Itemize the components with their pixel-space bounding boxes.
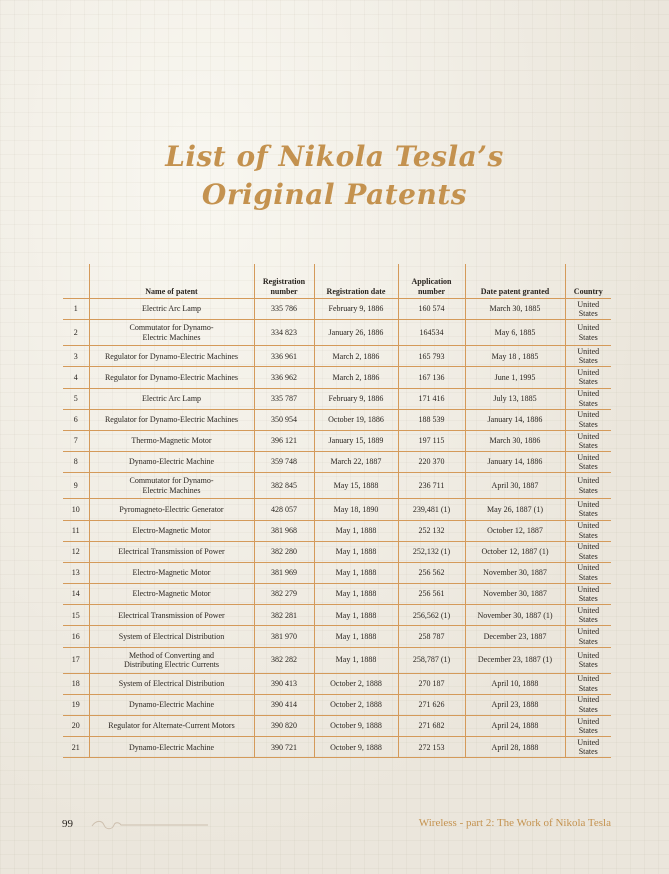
cell-registration-number: 382 282	[254, 647, 314, 673]
country-line: States	[578, 441, 598, 451]
cell-country	[565, 367, 611, 388]
cell-country	[565, 694, 611, 715]
country-line: United	[577, 431, 600, 441]
header-name: Name of patent	[89, 264, 254, 299]
cell-patent-name	[89, 499, 254, 520]
country-line: States	[578, 594, 598, 604]
country-line: States	[578, 485, 598, 495]
cell-patent-name	[89, 388, 254, 409]
cell-patent-name	[89, 716, 254, 737]
table-row	[63, 584, 611, 605]
cell-country	[565, 520, 611, 541]
country-line: States	[578, 636, 598, 646]
country-line: States	[578, 704, 598, 714]
cell-registration-number: 382 845	[254, 473, 314, 499]
cell-number: 4	[63, 367, 89, 388]
cell-country	[565, 409, 611, 430]
patent-name-line: Dynamo-Electric Machine	[128, 457, 215, 467]
cell-registration-date: October 9, 1888	[314, 737, 398, 758]
cell-number: 19	[63, 694, 89, 715]
table-row	[63, 299, 611, 320]
cell-registration-number: 334 823	[254, 320, 314, 346]
cell-registration-number: 350 954	[254, 409, 314, 430]
country-line: United	[577, 584, 600, 594]
cell-date-granted: October 12, 1887	[465, 520, 565, 541]
country-line: United	[577, 323, 600, 333]
cell-date-granted: March 30, 1885	[465, 299, 565, 320]
table-row	[63, 320, 611, 346]
country-line: United	[577, 389, 600, 399]
cell-date-granted: April 30, 1887	[465, 473, 565, 499]
cell-date-granted: November 30, 1887	[465, 584, 565, 605]
country-line: United	[577, 716, 600, 726]
cell-date-granted: May 18 , 1885	[465, 346, 565, 367]
patent-name-line: Regulator for Alternate-Current Motors	[108, 721, 235, 731]
cell-country	[565, 473, 611, 499]
header-registration-number-line-2: number	[270, 286, 298, 296]
cell-country	[565, 584, 611, 605]
patent-name-line: Commutator for Dynamo-	[129, 476, 214, 486]
country-line: United	[577, 452, 600, 462]
country-line: States	[578, 419, 598, 429]
cell-registration-number: 336 961	[254, 346, 314, 367]
country-line: United	[577, 627, 600, 637]
country-line: States	[578, 356, 598, 366]
country-line: States	[578, 377, 598, 387]
header-date-granted: Date patent granted	[465, 264, 565, 299]
cell-patent-name	[89, 320, 254, 346]
cell-country	[565, 541, 611, 562]
header-application-number-line-1: Application	[411, 277, 452, 286]
cell-registration-date: October 2, 1888	[314, 694, 398, 715]
table-row	[63, 626, 611, 647]
cell-patent-name	[89, 520, 254, 541]
patent-name-line: System of Electrical Distribution	[118, 631, 225, 641]
cell-date-granted: April 28, 1888	[465, 737, 565, 758]
cell-country	[565, 605, 611, 626]
page-title	[0, 138, 669, 214]
cell-number: 1	[63, 299, 89, 320]
cell-date-granted: June 1, 1995	[465, 367, 565, 388]
header-country: Country	[565, 264, 611, 299]
cell-number: 8	[63, 452, 89, 473]
table-row	[63, 367, 611, 388]
country-line: States	[578, 683, 598, 693]
cell-registration-number: 390 721	[254, 737, 314, 758]
country-line: States	[578, 726, 598, 736]
cell-registration-date: May 1, 1888	[314, 541, 398, 562]
table-row	[63, 499, 611, 520]
table-row	[63, 694, 611, 715]
cell-country	[565, 737, 611, 758]
cell-date-granted: May 6, 1885	[465, 320, 565, 346]
cell-application-number: 167 136	[398, 367, 465, 388]
cell-registration-date: May 1, 1888	[314, 605, 398, 626]
cell-country	[565, 430, 611, 451]
cell-registration-date: May 1, 1888	[314, 647, 398, 673]
cell-country	[565, 647, 611, 673]
cell-number: 3	[63, 346, 89, 367]
cell-registration-number: 382 281	[254, 605, 314, 626]
cell-registration-date: May 15, 1888	[314, 473, 398, 499]
cell-number: 10	[63, 499, 89, 520]
patents-table	[63, 264, 611, 758]
header-registration-number-line-1: Registration	[262, 277, 306, 286]
country-line: States	[578, 615, 598, 625]
cell-registration-number: 359 748	[254, 452, 314, 473]
country-line: United	[577, 410, 600, 420]
cell-application-number: 220 370	[398, 452, 465, 473]
patent-name-line: Regulator for Dynamo-Electric Machines	[104, 415, 239, 425]
page-title-line-2: Original Patents	[201, 178, 468, 211]
country-line: States	[578, 530, 598, 540]
cell-application-number: 197 115	[398, 430, 465, 451]
patent-name-line: Electro-Magnetic Motor	[132, 568, 211, 578]
patent-name-line: Electric Arc Lamp	[141, 304, 202, 314]
cell-date-granted: October 12, 1887 (1)	[465, 541, 565, 562]
cell-application-number: 171 416	[398, 388, 465, 409]
ornament-flourish	[88, 818, 213, 832]
patent-name-line: Method of Converting and	[128, 650, 215, 660]
country-line: United	[577, 499, 600, 509]
table-row	[63, 473, 611, 499]
cell-patent-name	[89, 694, 254, 715]
running-title: Wireless - part 2: The Work of Nikola Tesla	[418, 817, 611, 829]
table-row	[63, 605, 611, 626]
cell-application-number: 160 574	[398, 299, 465, 320]
cell-number: 13	[63, 562, 89, 583]
cell-registration-number: 390 414	[254, 694, 314, 715]
cell-date-granted: November 30, 1887	[465, 562, 565, 583]
cell-patent-name	[89, 409, 254, 430]
cell-application-number: 256 562	[398, 562, 465, 583]
cell-registration-number: 390 413	[254, 673, 314, 694]
country-line: United	[577, 346, 600, 356]
patent-name-line: Pyromagneto-Electric Generator	[119, 504, 224, 514]
cell-registration-date: October 9, 1888	[314, 716, 398, 737]
cell-application-number: 258 787	[398, 626, 465, 647]
table-row	[63, 346, 611, 367]
cell-patent-name	[89, 541, 254, 562]
patent-name-line: Electrical Transmission of Power	[118, 610, 225, 620]
country-line: United	[577, 674, 600, 684]
cell-number: 17	[63, 647, 89, 673]
cell-registration-date: March 2, 1886	[314, 346, 398, 367]
cell-application-number: 258,787 (1)	[398, 647, 465, 673]
cell-country	[565, 673, 611, 694]
cell-patent-name	[89, 673, 254, 694]
cell-registration-number: 428 057	[254, 499, 314, 520]
cell-application-number: 252,132 (1)	[398, 541, 465, 562]
patent-name-line: Commutator for Dynamo-	[129, 323, 214, 333]
cell-application-number: 165 793	[398, 346, 465, 367]
country-line: States	[578, 398, 598, 408]
cell-country	[565, 562, 611, 583]
cell-registration-date: January 15, 1889	[314, 430, 398, 451]
cell-registration-date: May 18, 1890	[314, 499, 398, 520]
cell-country	[565, 716, 611, 737]
country-line: States	[578, 509, 598, 519]
country-line: States	[578, 462, 598, 472]
patent-name-line: Electric Machines	[142, 485, 201, 495]
table-row	[63, 716, 611, 737]
country-line: United	[577, 563, 600, 573]
cell-country	[565, 388, 611, 409]
cell-number: 14	[63, 584, 89, 605]
cell-date-granted: January 14, 1886	[465, 452, 565, 473]
cell-registration-number: 390 820	[254, 716, 314, 737]
country-line: United	[577, 367, 600, 377]
patent-name-line: Thermo-Magnetic Motor	[131, 436, 212, 446]
cell-registration-date: May 1, 1888	[314, 584, 398, 605]
cell-number: 18	[63, 673, 89, 694]
cell-number: 21	[63, 737, 89, 758]
cell-registration-number: 396 121	[254, 430, 314, 451]
page-number: 99	[62, 818, 73, 830]
cell-number: 16	[63, 626, 89, 647]
cell-country	[565, 626, 611, 647]
cell-date-granted: November 30, 1887 (1)	[465, 605, 565, 626]
cell-number: 20	[63, 716, 89, 737]
cell-patent-name	[89, 452, 254, 473]
table-row	[63, 520, 611, 541]
cell-registration-number: 382 280	[254, 541, 314, 562]
patent-name-line: Electric Machines	[142, 332, 201, 342]
cell-application-number: 256 561	[398, 584, 465, 605]
cell-patent-name	[89, 430, 254, 451]
cell-number: 11	[63, 520, 89, 541]
cell-registration-date: October 19, 1886	[314, 409, 398, 430]
cell-patent-name	[89, 562, 254, 583]
cell-number: 2	[63, 320, 89, 346]
cell-registration-number: 336 962	[254, 367, 314, 388]
cell-application-number: 252 132	[398, 520, 465, 541]
cell-country	[565, 452, 611, 473]
country-line: United	[577, 695, 600, 705]
cell-registration-date: January 26, 1886	[314, 320, 398, 346]
cell-application-number: 256,562 (1)	[398, 605, 465, 626]
cell-patent-name	[89, 737, 254, 758]
country-line: States	[578, 332, 598, 342]
patent-name-line: System of Electrical Distribution	[118, 678, 225, 688]
table-row	[63, 562, 611, 583]
country-line: States	[578, 660, 598, 670]
country-line: States	[578, 572, 598, 582]
cell-application-number: 164534	[398, 320, 465, 346]
patent-name-line: Regulator for Dynamo-Electric Machines	[104, 372, 239, 382]
cell-date-granted: April 23, 1888	[465, 694, 565, 715]
country-line: United	[577, 737, 600, 747]
cell-application-number: 236 711	[398, 473, 465, 499]
table-row	[63, 452, 611, 473]
cell-registration-date: May 1, 1888	[314, 520, 398, 541]
country-line: United	[577, 476, 600, 486]
cell-registration-date: March 2, 1886	[314, 367, 398, 388]
country-line: States	[578, 309, 598, 319]
cell-number: 5	[63, 388, 89, 409]
cell-number: 15	[63, 605, 89, 626]
cell-patent-name	[89, 647, 254, 673]
patent-name-line: Regulator for Dynamo-Electric Machines	[104, 351, 239, 361]
cell-registration-number: 381 969	[254, 562, 314, 583]
cell-date-granted: April 10, 1888	[465, 673, 565, 694]
cell-application-number: 270 187	[398, 673, 465, 694]
cell-number: 6	[63, 409, 89, 430]
cell-patent-name	[89, 367, 254, 388]
patent-name-line: Distributing Electric Currents	[123, 660, 220, 670]
cell-application-number: 188 539	[398, 409, 465, 430]
cell-application-number: 271 626	[398, 694, 465, 715]
country-line: States	[578, 747, 598, 757]
cell-country	[565, 320, 611, 346]
cell-date-granted: December 23, 1887	[465, 626, 565, 647]
cell-date-granted: April 24, 1888	[465, 716, 565, 737]
header-registration-date: Registration date	[314, 264, 398, 299]
cell-registration-date: May 1, 1888	[314, 626, 398, 647]
cell-patent-name	[89, 605, 254, 626]
header-number	[63, 264, 89, 299]
cell-date-granted: July 13, 1885	[465, 388, 565, 409]
table-row	[63, 430, 611, 451]
cell-registration-date: May 1, 1888	[314, 562, 398, 583]
cell-registration-date: February 9, 1886	[314, 299, 398, 320]
patent-name-line: Electro-Magnetic Motor	[132, 525, 211, 535]
cell-date-granted: December 23, 1887 (1)	[465, 647, 565, 673]
country-line: United	[577, 605, 600, 615]
header-application-number-line-2: number	[417, 286, 446, 296]
country-line: United	[577, 650, 600, 660]
table-header-row	[63, 264, 611, 299]
cell-application-number: 272 153	[398, 737, 465, 758]
country-line: United	[577, 521, 600, 531]
cell-registration-date: February 9, 1886	[314, 388, 398, 409]
cell-date-granted: March 30, 1886	[465, 430, 565, 451]
patent-name-line: Dynamo-Electric Machine	[128, 742, 215, 752]
cell-application-number: 239,481 (1)	[398, 499, 465, 520]
cell-number: 9	[63, 473, 89, 499]
cell-patent-name	[89, 473, 254, 499]
country-line: States	[578, 551, 598, 561]
cell-registration-number: 335 786	[254, 299, 314, 320]
cell-number: 12	[63, 541, 89, 562]
cell-registration-number: 382 279	[254, 584, 314, 605]
table-row	[63, 647, 611, 673]
table-row	[63, 409, 611, 430]
country-line: United	[577, 299, 600, 309]
cell-registration-date: October 2, 1888	[314, 673, 398, 694]
page-title-line-1: List of Nikola Tesla’s	[165, 140, 504, 173]
cell-registration-date: March 22, 1887	[314, 452, 398, 473]
table-row	[63, 673, 611, 694]
patent-name-line: Dynamo-Electric Machine	[128, 700, 215, 710]
patents-table-body	[63, 299, 611, 758]
table-row	[63, 541, 611, 562]
patent-name-line: Electric Arc Lamp	[141, 393, 202, 403]
cell-country	[565, 346, 611, 367]
cell-country	[565, 499, 611, 520]
cell-patent-name	[89, 299, 254, 320]
cell-patent-name	[89, 346, 254, 367]
cell-registration-number: 381 970	[254, 626, 314, 647]
cell-registration-number: 381 968	[254, 520, 314, 541]
cell-registration-number: 335 787	[254, 388, 314, 409]
cell-country	[565, 299, 611, 320]
cell-date-granted: January 14, 1886	[465, 409, 565, 430]
patent-name-line: Electro-Magnetic Motor	[132, 589, 211, 599]
table-row	[63, 388, 611, 409]
table-row	[63, 737, 611, 758]
header-registration-number	[254, 264, 314, 299]
cell-patent-name	[89, 626, 254, 647]
cell-number: 7	[63, 430, 89, 451]
header-application-number	[398, 264, 465, 299]
cell-application-number: 271 682	[398, 716, 465, 737]
cell-date-granted: May 26, 1887 (1)	[465, 499, 565, 520]
patent-name-line: Electrical Transmission of Power	[118, 547, 225, 557]
cell-patent-name	[89, 584, 254, 605]
country-line: United	[577, 542, 600, 552]
